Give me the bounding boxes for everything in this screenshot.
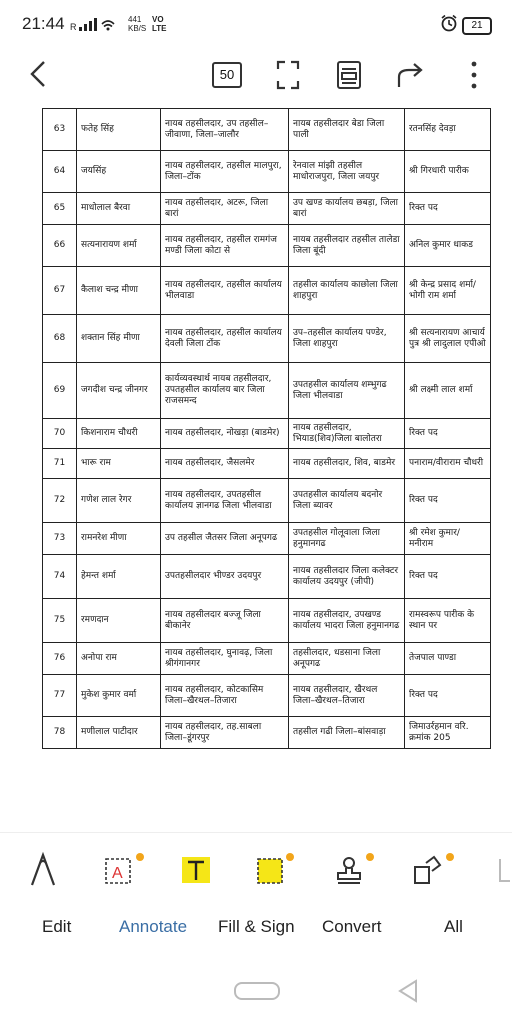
current-post-cell: नायब तहसीलदार, उपतहसील कार्यालय ज्ञानगढ जिला भीलवाडा <box>161 479 289 523</box>
row-number-cell: 66 <box>43 225 77 267</box>
table-row <box>43 717 491 749</box>
text-box-tool[interactable] <box>104 851 144 887</box>
new-post-cell: उपतहसील कार्यालय शम्भुगढ जिला भीलवाडा <box>289 363 405 419</box>
row-number-cell: 68 <box>43 315 77 363</box>
table-row <box>43 225 491 267</box>
current-post-cell: उपतहसीलदार भीण्डर उदयपुर <box>161 555 289 599</box>
more-button[interactable] <box>470 60 478 90</box>
replacement-cell: रिक्त पद <box>405 675 491 717</box>
row-number-cell: 69 <box>43 363 77 419</box>
replacement-cell: जिमाउर्रहमान वरि. क्रमांक 205 <box>405 717 491 749</box>
officer-name-cell: सत्यनारायण शर्मा <box>77 225 161 267</box>
table-row <box>43 193 491 225</box>
current-post-cell: नायब तहसीलदार बज्जू जिला बीकानेर <box>161 599 289 643</box>
officer-name-cell: कैलाश चन्द्र मीणा <box>77 267 161 315</box>
battery-icon: 21 <box>462 17 492 35</box>
officer-name-cell: हेमन्त शर्मा <box>77 555 161 599</box>
officer-name-cell: जयसिंह <box>77 151 161 193</box>
more-vertical-icon <box>470 60 478 90</box>
fullscreen-button[interactable] <box>276 60 300 90</box>
table-row <box>43 449 491 479</box>
premium-badge-icon <box>446 853 454 861</box>
share-button[interactable] <box>396 60 426 90</box>
current-post-cell: नायब तहसीलदार, तहसील मालपुरा, जिला–टोंक <box>161 151 289 193</box>
table-row <box>43 643 491 675</box>
text-box-icon <box>104 851 134 887</box>
more-tools-tool[interactable] <box>494 851 512 887</box>
tab-edit[interactable]: Edit <box>42 917 72 936</box>
officer-name-cell: माधोलाल बैरवा <box>77 193 161 225</box>
row-number-cell: 67 <box>43 267 77 315</box>
tab-convert[interactable]: Convert <box>322 917 382 936</box>
lte-indicator: VO LTE <box>152 15 167 33</box>
premium-badge-icon <box>366 853 374 861</box>
current-post-cell: नायब तहसीलदार, घुनावढ़, जिला श्रीगंगानगर <box>161 643 289 675</box>
table-row <box>43 109 491 151</box>
status-bar <box>0 0 512 44</box>
replacement-cell: श्री सत्यनारायण आचार्य पुत्र श्री लादुलाल एपीओ <box>405 315 491 363</box>
current-post-cell: नायब तहसीलदार, तह.साबला जिला–डूंगरपुर <box>161 717 289 749</box>
current-post-cell: नायब तहसीलदार, जैसलमेर <box>161 449 289 479</box>
officer-name-cell: फतेह सिंह <box>77 109 161 151</box>
row-number-cell: 64 <box>43 151 77 193</box>
table-row <box>43 479 491 523</box>
text-highlight-icon <box>180 851 212 887</box>
replacement-cell: रिक्त पद <box>405 479 491 523</box>
premium-badge-icon <box>136 853 144 861</box>
replacement-cell: पनाराम/वीराराम चौधरी <box>405 449 491 479</box>
current-post-cell: उप तहसील जैतसर जिला अनूपगढ <box>161 523 289 555</box>
current-post-cell: नायब तहसीलदार, तहसील रामगंज मण्डी जिला कोटा से <box>161 225 289 267</box>
officer-name-cell: मणीलाल पाटीदार <box>77 717 161 749</box>
replacement-cell: श्री केन्द्र प्रसाद शर्मा/ भोगी राम शर्मा <box>405 267 491 315</box>
signal-icon <box>70 18 116 35</box>
stamp-icon <box>334 851 364 887</box>
table-row <box>43 267 491 315</box>
pen-tool[interactable] <box>28 851 68 887</box>
new-post-cell: नायब तहसीलदार, उपखण्ड कार्यालय भादरा जिला हनुमानगढ <box>289 599 405 643</box>
replacement-cell: श्री रमेश कुमार/ मनीराम <box>405 523 491 555</box>
table-row <box>43 675 491 717</box>
alarm-icon <box>440 14 458 36</box>
new-post-cell: तहसीलदार, धडसाना जिला अनूपगढ <box>289 643 405 675</box>
new-post-cell: तहसील कार्यालय काछोला जिला शाहपुरा <box>289 267 405 315</box>
nav-back-icon[interactable] <box>396 978 420 1004</box>
area-highlight-tool[interactable] <box>256 851 296 887</box>
replacement-cell: अनिल कुमार धाकड <box>405 225 491 267</box>
current-post-cell: नायब तहसीलदार, नोखड़ा (बाडमेर) <box>161 419 289 449</box>
current-post-cell: नायब तहसीलदार, कोटकासिम जिला–खैरथल–तिजारा <box>161 675 289 717</box>
current-post-cell: नायब तहसीलदार, तहसील कार्यालय देवली जिला टोंक <box>161 315 289 363</box>
officer-name-cell: अनोपा राम <box>77 643 161 675</box>
current-post-cell: नायब तहसीलदार, उप तहसील–जीवाणा, जिला–जालौर <box>161 109 289 151</box>
row-number-cell: 70 <box>43 419 77 449</box>
officer-name-cell: जगदीश चन्द्र जीनगर <box>77 363 161 419</box>
officer-name-cell: रामनरेश मीणा <box>77 523 161 555</box>
shapes-icon <box>412 851 442 887</box>
tab-fill-sign[interactable]: Fill & Sign <box>218 917 295 936</box>
replacement-cell: रिक्त पद <box>405 419 491 449</box>
officer-name-cell: रमणदान <box>77 599 161 643</box>
officer-name-cell: गणेश लाल रेगर <box>77 479 161 523</box>
table-row <box>43 151 491 193</box>
new-post-cell: उप खण्ड कार्यालय छबड़ा, जिला बारां <box>289 193 405 225</box>
officer-name-cell: किशनाराम चौधरी <box>77 419 161 449</box>
table-row <box>43 363 491 419</box>
home-button[interactable] <box>234 982 280 1000</box>
row-number-cell: 78 <box>43 717 77 749</box>
tab-all[interactable]: All <box>444 917 463 936</box>
new-post-cell: उपतहसील कार्यालय बदनोर जिला ब्यावर <box>289 479 405 523</box>
share-icon <box>396 60 426 90</box>
pen-icon <box>28 851 58 887</box>
bottom-toolbar <box>0 832 512 963</box>
table-row <box>43 523 491 555</box>
row-number-cell: 73 <box>43 523 77 555</box>
fullscreen-icon <box>276 60 300 90</box>
system-nav-bar <box>0 962 512 1024</box>
premium-badge-icon <box>286 853 294 861</box>
row-number-cell: 65 <box>43 193 77 225</box>
partial-tool-icon <box>494 851 512 887</box>
svg-text:A: A <box>112 865 123 882</box>
new-post-cell: तहसील गढी जिला–बांसवाड़ा <box>289 717 405 749</box>
chevron-left-icon <box>24 56 52 92</box>
svg-text:R: R <box>70 22 77 32</box>
area-highlight-icon <box>256 851 286 887</box>
new-post-cell: उपतहसील गोलूवाला जिला हनुमानगढ <box>289 523 405 555</box>
row-number-cell: 63 <box>43 109 77 151</box>
new-post-cell: रेनवाल मांझी तहसील माधोराजपुरा, जिला जयपुर <box>289 151 405 193</box>
table-row <box>43 419 491 449</box>
new-post-cell: नायब तहसीलदार तहसील तालेडा जिला बूंदी <box>289 225 405 267</box>
table-row <box>43 315 491 363</box>
table-row <box>43 555 491 599</box>
row-number-cell: 74 <box>43 555 77 599</box>
row-number-cell: 71 <box>43 449 77 479</box>
new-post-cell: नायब तहसीलदार, शिव, बाडमेर <box>289 449 405 479</box>
new-post-cell: नायब तहसीलदार, भियाड(शिव)जिला बालोतरा <box>289 419 405 449</box>
new-post-cell: नायब तहसीलदार बेडा जिला पाली <box>289 109 405 151</box>
stamp-tool[interactable] <box>334 851 374 887</box>
page-view-icon <box>336 60 362 90</box>
tab-annotate[interactable]: Annotate <box>119 917 188 936</box>
new-post-cell: नायब तहसीलदार जिला कलेक्टर कार्यालय उदयपुर (जीपी) <box>289 555 405 599</box>
officer-name-cell: शक्तान सिंह मीणा <box>77 315 161 363</box>
row-number-cell: 76 <box>43 643 77 675</box>
table-row <box>43 599 491 643</box>
current-post-cell: नायब तहसीलदार, अटरू, जिला बारां <box>161 193 289 225</box>
replacement-cell: श्री लक्ष्मी लाल शर्मा <box>405 363 491 419</box>
transfer-table <box>42 108 491 749</box>
net-speed: 441 KB/S <box>128 15 147 33</box>
replacement-cell: रिक्त पद <box>405 193 491 225</box>
replacement-cell: रामस्वरूप पारीक के स्थान पर <box>405 599 491 643</box>
shapes-tool[interactable] <box>412 851 452 887</box>
document-viewer[interactable] <box>0 108 512 828</box>
row-number-cell: 72 <box>43 479 77 523</box>
new-post-cell: नायब तहसीलदार, खैरथल जिला–खैरथल–तिजारा <box>289 675 405 717</box>
current-post-cell: नायब तहसीलदार, तहसील कार्यालय भीलवाडा <box>161 267 289 315</box>
replacement-cell: रतनसिंह देवड़ा <box>405 109 491 151</box>
row-number-cell: 77 <box>43 675 77 717</box>
replacement-cell: तेजपाल पाण्डा <box>405 643 491 675</box>
row-number-cell: 75 <box>43 599 77 643</box>
officer-name-cell: मुकेश कुमार वर्मा <box>77 675 161 717</box>
current-post-cell: कार्यव्यवस्थार्थ नायब तहसीलदार, उपतहसील कार्यालय बार जिला राजसमन्द <box>161 363 289 419</box>
clock: 21:44 <box>22 14 65 33</box>
replacement-cell: रिक्त पद <box>405 555 491 599</box>
highlight-text-tool[interactable] <box>180 851 220 887</box>
page-count-button[interactable]: 50 <box>212 62 242 88</box>
page-view-button[interactable] <box>336 60 362 90</box>
replacement-cell: श्री गिरधारी पारीक <box>405 151 491 193</box>
top-toolbar <box>0 44 512 106</box>
officer-name-cell: भारू राम <box>77 449 161 479</box>
back-button[interactable] <box>24 56 52 92</box>
new-post-cell: उप–तहसील कार्यालय पण्डेर, जिला शाहपुरा <box>289 315 405 363</box>
